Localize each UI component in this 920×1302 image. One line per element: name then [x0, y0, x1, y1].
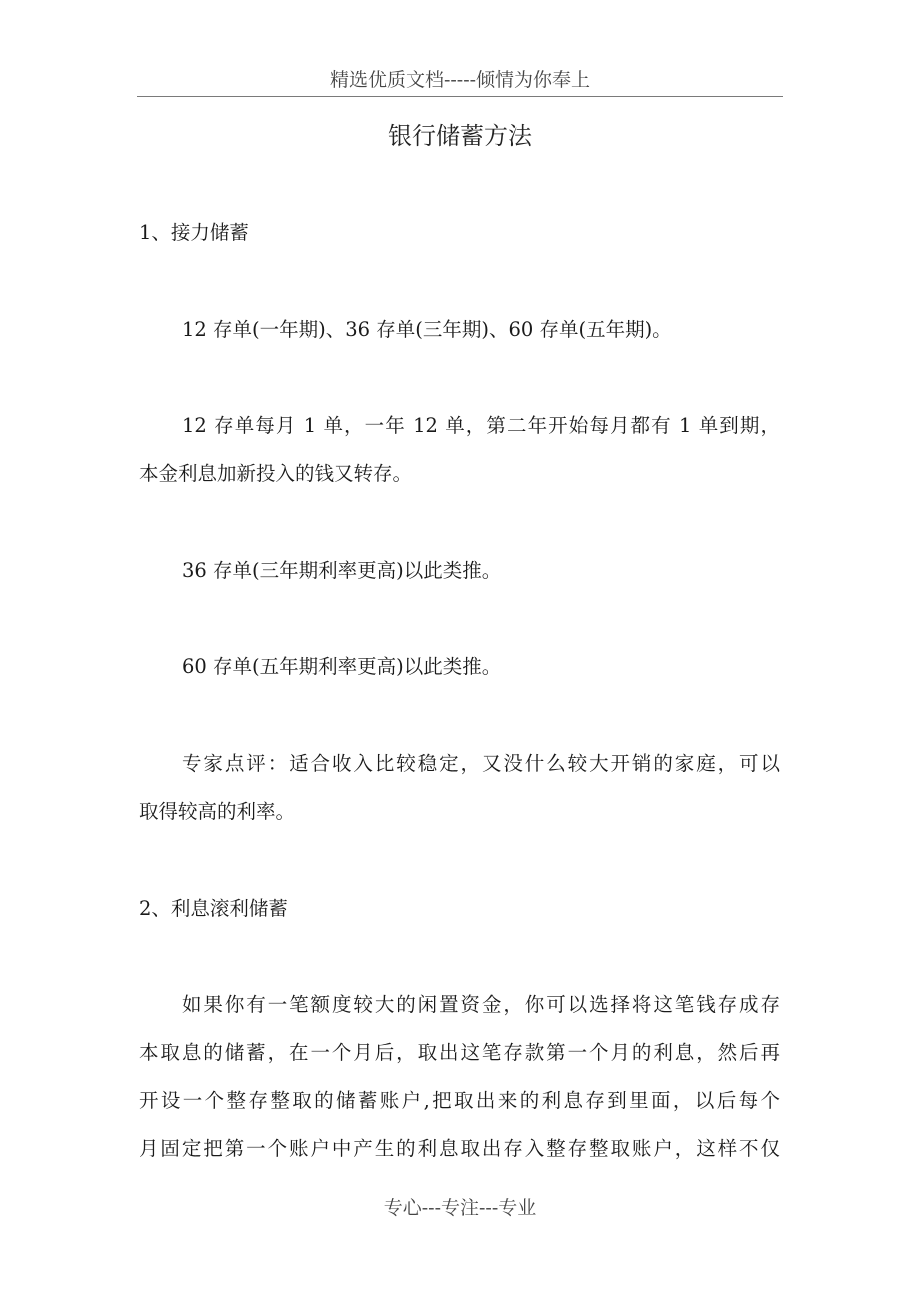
header-divider: [137, 96, 783, 97]
page-footer: 专心---专注---专业: [383, 1197, 537, 1219]
paragraph-line: 本金利息加新投入的钱又转存。: [139, 462, 413, 485]
document-title: 银行储蓄方法: [388, 122, 532, 150]
page-header: 精选优质文档-----倾情为你奉上: [329, 69, 591, 91]
section-heading: 2、利息滚利储蓄: [139, 897, 288, 920]
paragraph-line: 专家点评：适合收入比较稳定，又没什么较大开销的家庭，可以: [182, 752, 780, 775]
paragraph-line: 本取息的储蓄，在一个月后，取出这笔存款第一个月的利息，然后再: [139, 1041, 780, 1064]
paragraph-line: 月固定把第一个账户中产生的利息取出存入整存整取账户，这样不仅: [139, 1137, 780, 1160]
paragraph-line: 开设一个整存整取的储蓄账户,把取出来的利息存到里面，以后每个: [139, 1089, 780, 1112]
paragraph-line: 如果你有一笔额度较大的闲置资金，你可以选择将这笔钱存成存: [182, 993, 780, 1016]
paragraph-line: 12 存单(一年期)、36 存单(三年期)、60 存单(五年期)。: [182, 318, 672, 341]
paragraph-line: 36 存单(三年期利率更高)以此类推。: [182, 559, 502, 582]
section-heading: 1、接力储蓄: [139, 221, 249, 244]
paragraph-line: 取得较高的利率。: [139, 800, 296, 823]
paragraph-line: 12 存单每月 1 单，一年 12 单，第二年开始每月都有 1 单到期，: [182, 414, 780, 437]
paragraph-line: 60 存单(五年期利率更高)以此类推。: [182, 655, 502, 678]
